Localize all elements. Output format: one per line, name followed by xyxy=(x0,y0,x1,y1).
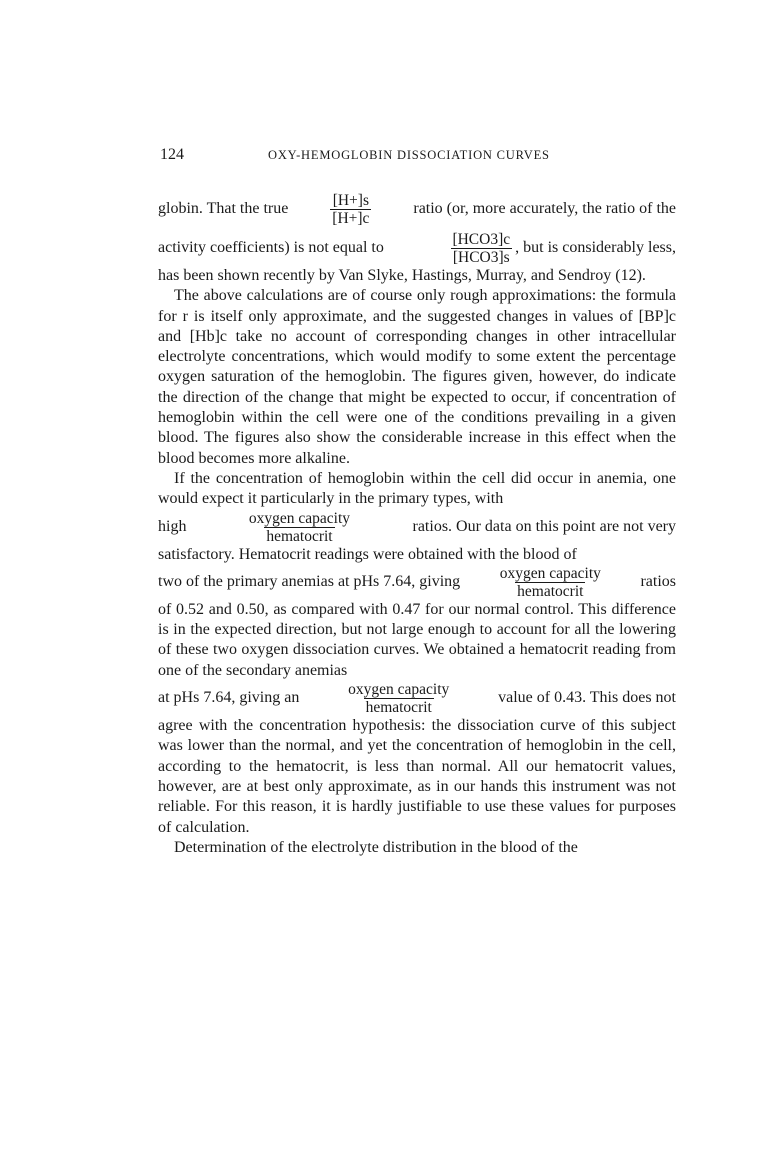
fraction-hco3-ratio xyxy=(450,231,512,266)
text-line xyxy=(158,565,676,600)
paragraph: satisfactory. Hematocrit readings were obtained with the blood of xyxy=(158,545,577,563)
text-fragment: , but is considerably less, xyxy=(515,239,676,257)
text-line xyxy=(158,231,676,266)
page-number: 124 xyxy=(160,146,184,163)
paragraph: of 0.52 and 0.50, as compared with 0.47 for our normal control. This difference is in the expected direction, but not large enough to account for all the lowering of these two oxygen dissociation curves. We obtained a hematocrit reading from one of the secondary anemias xyxy=(158,600,676,679)
fraction-numerator: oxygen capacity xyxy=(248,509,351,527)
text-line xyxy=(158,510,676,545)
paragraph: has been shown recently by Van Slyke, Hastings, Murray, and Sendroy (12). xyxy=(158,267,646,284)
fraction-numerator: [HCO3]c xyxy=(452,231,511,248)
paragraph: If the concentration of hemoglobin within the cell did occur in anemia, one would expect it particularly in the primary types, with xyxy=(158,469,676,508)
fraction-oxygen-capacity xyxy=(498,565,603,600)
running-title: OXY-HEMOGLOBIN DISSOCIATION CURVES xyxy=(268,148,550,162)
text-fragment: ratios. Our data on this point are not very xyxy=(412,517,676,535)
text-fragment: globin. That the true xyxy=(158,200,289,218)
text-fragment: ratio (or, more accurately, the ratio of the xyxy=(413,200,676,218)
text-fragment: high xyxy=(158,517,187,535)
text-fragment: activity coefficients) is not equal to xyxy=(158,239,384,257)
page xyxy=(158,146,676,858)
paragraph: Determination of the electrolyte distribution in the blood of the xyxy=(174,838,578,856)
fraction-denominator: hematocrit xyxy=(517,582,584,600)
fraction-denominator: [H+]c xyxy=(332,210,370,227)
text-line xyxy=(158,681,676,716)
text-fragment: at pHs 7.64, giving an xyxy=(158,689,300,707)
fraction-oxygen-capacity xyxy=(346,681,451,716)
running-header xyxy=(158,146,676,168)
fraction-numerator: oxygen capacity xyxy=(499,564,601,582)
text-line xyxy=(158,192,676,227)
paragraph: agree with the concentration hypothesis: the dissociation curve of this subject was lower than the normal, and yet the concentration of hemoglobin in the cell, according to the hematocrit, is less than normal. All our hematocrit values, however, are at best only approximate, as in our hands this instrument was not reliable. For this reason, it is hardly justifiable to use these values for purposes of calculation. xyxy=(158,717,676,836)
text-fragment: value of 0.43. This does not xyxy=(498,689,676,707)
fraction-denominator: hematocrit xyxy=(365,699,432,717)
fraction-denominator: hematocrit xyxy=(266,527,333,545)
fraction-h-ratio xyxy=(330,192,371,227)
text-fragment: ratios xyxy=(640,573,676,591)
fraction-with-suffix xyxy=(447,231,676,266)
fraction-oxygen-capacity xyxy=(247,510,352,545)
fraction-numerator: [H+]s xyxy=(332,192,369,209)
body-text xyxy=(158,192,676,858)
fraction-denominator: [HCO3]s xyxy=(452,249,510,266)
fraction-numerator: oxygen capacity xyxy=(348,681,450,699)
paragraph: The above calculations are of course only rough approximations: the formula for r is itself only approximate, and the suggested changes in values of [BP]c and [Hb]c take no account of corresponding changes in other intracellular electrolyte concentrations, which would modify to some extent the percentage oxygen saturation of the hemoglobin. The figures given, however, do indicate the direction of the change that might be expected to occur, if concentration of hemoglobin within the cell were one of the conditions prevailing in a given blood. The figures also show the considerable increase in this effect when the blood becomes more alkaline. xyxy=(158,287,676,467)
text-fragment: two of the primary anemias at pHs 7.64, giving xyxy=(158,573,461,591)
